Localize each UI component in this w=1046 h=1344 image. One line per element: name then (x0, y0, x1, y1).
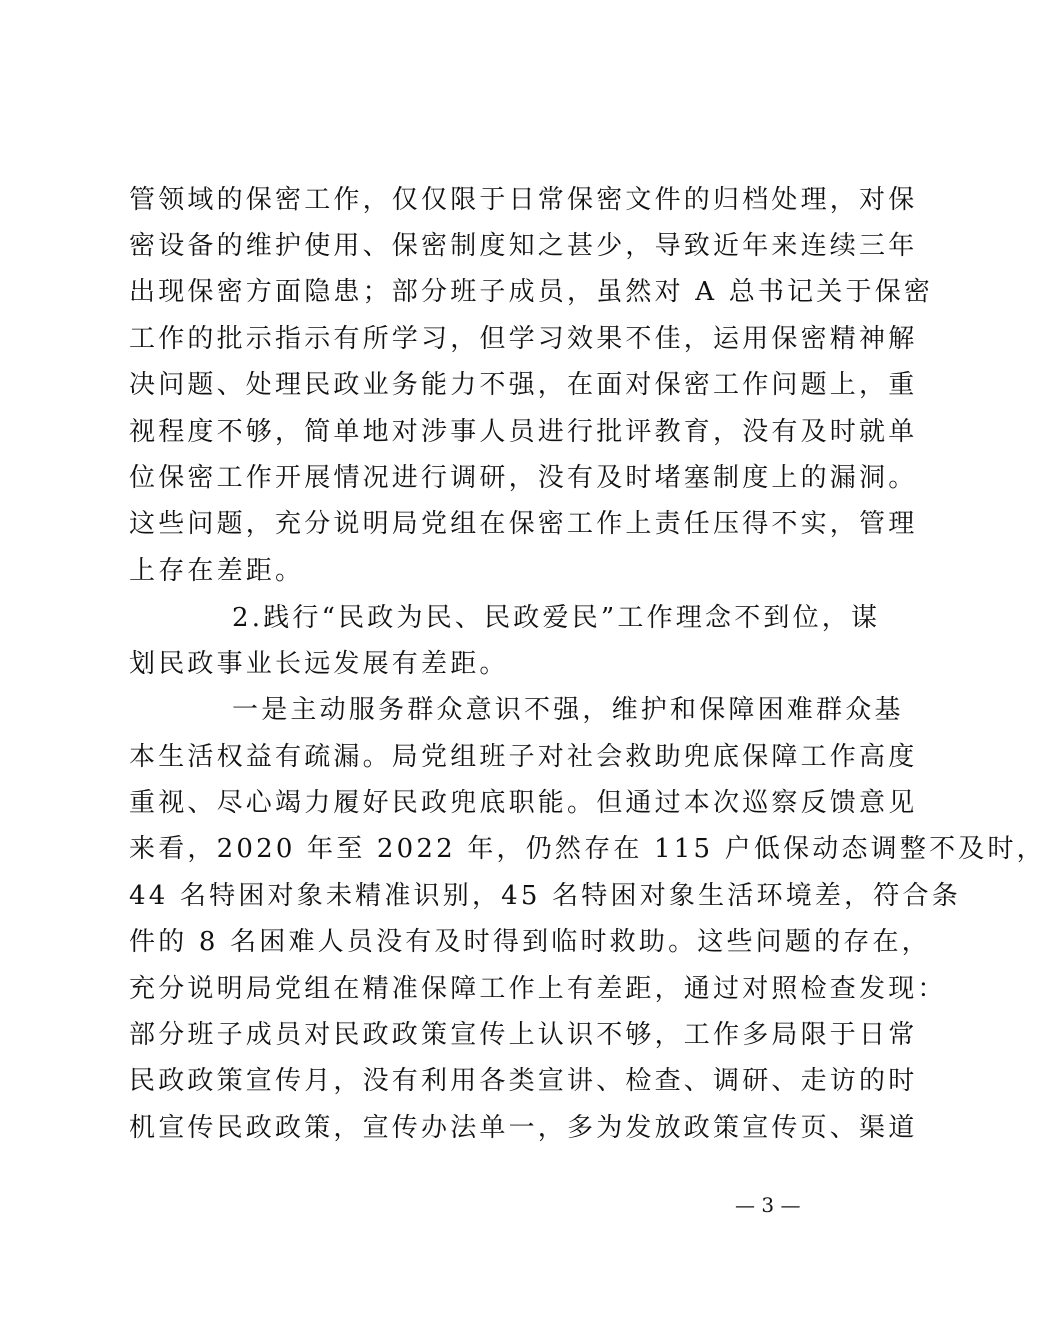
text-line: 重视、尽心竭力履好民政兜底职能。但通过本次巡察反馈意见 (129, 788, 918, 818)
text-line: 视程度不够，简单地对涉事人员进行批评教育，没有及时就单 (129, 417, 918, 447)
text-line: 机宣传民政政策，宣传办法单一，多为发放政策宣传页、渠道 (129, 1113, 918, 1143)
section-heading-line: 划民政事业长远发展有差距。 (129, 649, 509, 679)
text-line: 决问题、处理民政业务能力不强，在面对保密工作问题上，重 (129, 370, 918, 400)
text-line: 件的 8 名困难人员没有及时得到临时救助。这些问题的存在， (129, 927, 931, 957)
text-line: 一是主动服务群众意识不强，维护和保障困难群众基 (232, 695, 904, 725)
page-number: — 3 — (735, 1193, 801, 1217)
text-line: 管领域的保密工作，仅仅限于日常保密文件的归档处理，对保 (129, 185, 918, 215)
text-line: 来看，2020 年至 2022 年，仍然存在 115 户低保动态调整不及时， (129, 834, 1046, 864)
text-line: 部分班子成员对民政政策宣传上认识不够，工作多局限于日常 (129, 1020, 918, 1050)
text-line: 密设备的维护使用、保密制度知之甚少，导致近年来连续三年 (129, 231, 918, 261)
text-line: 工作的批示指示有所学习，但学习效果不佳，运用保密精神解 (129, 324, 918, 354)
text-line: 充分说明局党组在精准保障工作上有差距，通过对照检查发现： (129, 974, 947, 1004)
text-line: 上存在差距。 (129, 556, 305, 586)
text-line: 民政政策宣传月，没有利用各类宣讲、检查、调研、走访的时 (129, 1066, 918, 1096)
text-line: 44 名特困对象未精准识别，45 名特困对象生活环境差，符合条 (129, 881, 961, 911)
text-line: 这些问题，充分说明局党组在保密工作上责任压得不实，管理 (129, 509, 918, 539)
text-line: 本生活权益有疏漏。局党组班子对社会救助兜底保障工作高度 (129, 742, 918, 772)
text-line: 出现保密方面隐患；部分班子成员，虽然对 A 总书记关于保密 (129, 277, 934, 307)
section-heading-line: 2.践行“民政为民、民政爱民”工作理念不到位，谋 (232, 603, 881, 633)
text-line: 位保密工作开展情况进行调研，没有及时堵塞制度上的漏洞。 (129, 463, 918, 493)
